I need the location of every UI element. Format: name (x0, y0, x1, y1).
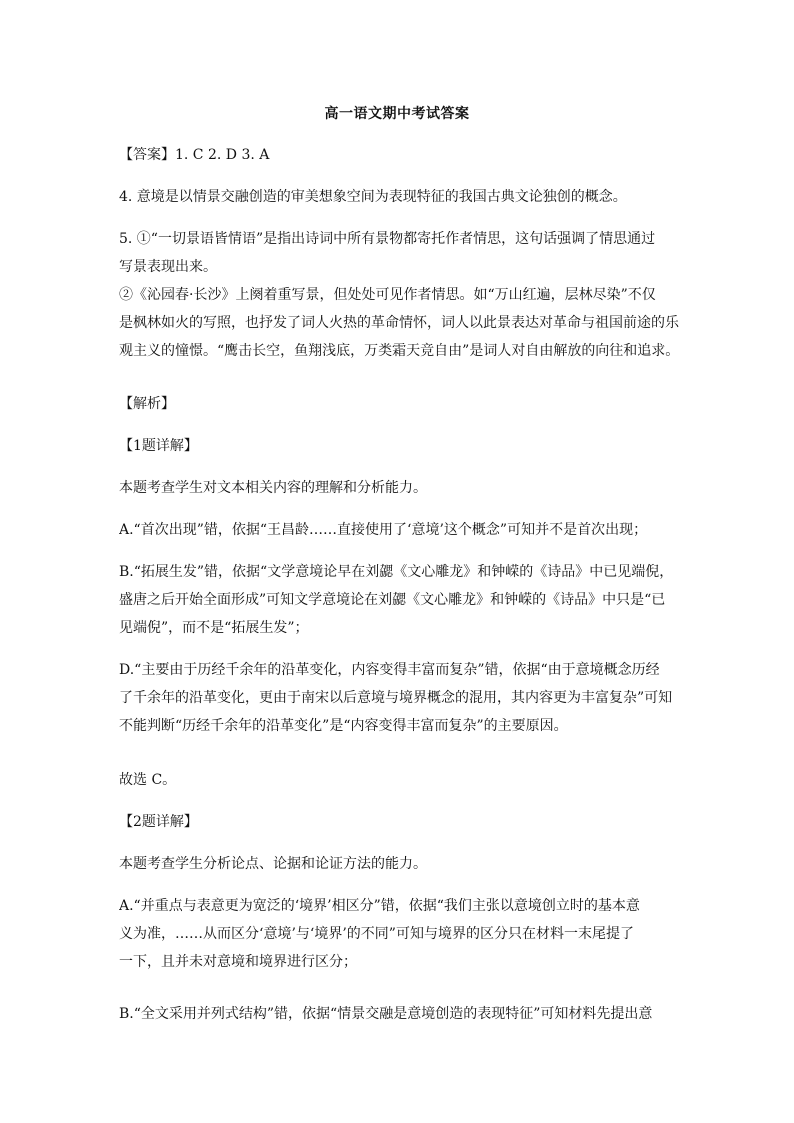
q1-option-a (119, 516, 679, 544)
analysis-heading (119, 390, 679, 418)
q2-intro-text: 本题考查学生分析论点、论据和论证方法的能力。 (119, 856, 427, 872)
q1-option-d (119, 656, 679, 740)
q1-option-b-line: B.“拓展生发”错，依据“文学意境论早在刘勰《文心雕龙》和钟嵘的《诗品》中已见端倪， (119, 564, 674, 580)
q1-option-b-line: 见端倪”，而不是“拓展生发”； (119, 620, 309, 636)
q1-intro-text: 本题考查学生对文本相关内容的理解和分析能力。 (119, 480, 427, 496)
q1-choice-text: 故选 C。 (119, 772, 177, 788)
q2-option-a (119, 892, 679, 976)
q1-heading (119, 432, 679, 460)
answer-q5-line: 是枫林如火的写照，也抒发了词人火热的革命情怀，词人以此景表达对革命与祖国前途的乐 (119, 315, 679, 331)
q2-option-b-line: B.“全文采用并列式结构”错，依据“情景交融是意境创造的表现特征”可知材料先提出意 (119, 1006, 653, 1022)
q2-heading-text: 【2题详解】 (119, 814, 198, 830)
analysis-heading-text: 【解析】 (119, 396, 175, 412)
q2-option-b (119, 1000, 679, 1028)
q1-option-d-line: 不能判断“历经千余年的沿革变化”是“内容变得丰富而复杂”的主要原因。 (119, 718, 568, 734)
answers-text: 【答案】1. C 2. D 3. A (119, 147, 270, 163)
q2-heading (119, 808, 679, 836)
q1-intro (119, 474, 679, 502)
page-title: 高一语文期中考试答案 (324, 106, 470, 122)
answer-q4-text: 4. 意境是以情景交融创造的审美想象空间为表现特征的我国古典文论独创的概念。 (119, 189, 627, 205)
answer-q5-line: 写景表现出来。 (119, 259, 217, 275)
answer-q5 (119, 225, 679, 365)
q2-option-a-line: 义为准，……从而区分‘意境’与‘境界’的不同”可知与境界的区分只在材料一末尾提了 (119, 926, 634, 942)
q2-option-a-line: 一下，且并未对意境和境界进行区分； (119, 954, 357, 970)
q1-option-a-text: A.“首次出现”错，依据“王昌龄……直接使用了‘意境’这个概念”可知并不是首次出现； (119, 522, 648, 538)
q2-intro (119, 850, 679, 878)
q1-option-b (119, 558, 679, 642)
q1-choice (119, 766, 679, 794)
q1-option-b-line: 盛唐之后开始全面形成”可知文学意境论在刘勰《文心雕龙》和钟嵘的《诗品》中只是“已 (119, 592, 666, 608)
q1-heading-text: 【1题详解】 (119, 438, 198, 454)
answers-line (119, 141, 679, 169)
answer-q4 (119, 183, 679, 211)
q1-option-d-line: 了千余年的沿革变化，更由于南宋以后意境与境界概念的混用，其内容更为丰富复杂”可知 (119, 690, 673, 706)
answer-q5-line: ②《沁园春·长沙》上阕着重写景，但处处可见作者情思。如“万山红遍，层林尽染”不仅 (119, 287, 656, 303)
answer-q5-line: 5. ①“一切景语皆情语”是指出诗词中所有景物都寄托作者情思，这句话强调了情思通过 (119, 231, 656, 247)
q2-option-a-line: A.“并重点与表意更为宽泛的‘境界’相区分”错，依据“我们主张以意境创立时的基本意 (119, 898, 640, 914)
q1-option-d-line: D.“主要由于历经千余年的沿革变化，内容变得丰富而复杂”错，依据“由于意境概念历经 (119, 662, 660, 678)
answer-q5-line: 观主义的憧憬。“鹰击长空，鱼翔浅底，万类霜天竞自由”是词人对自由解放的向往和追求。 (119, 343, 679, 359)
